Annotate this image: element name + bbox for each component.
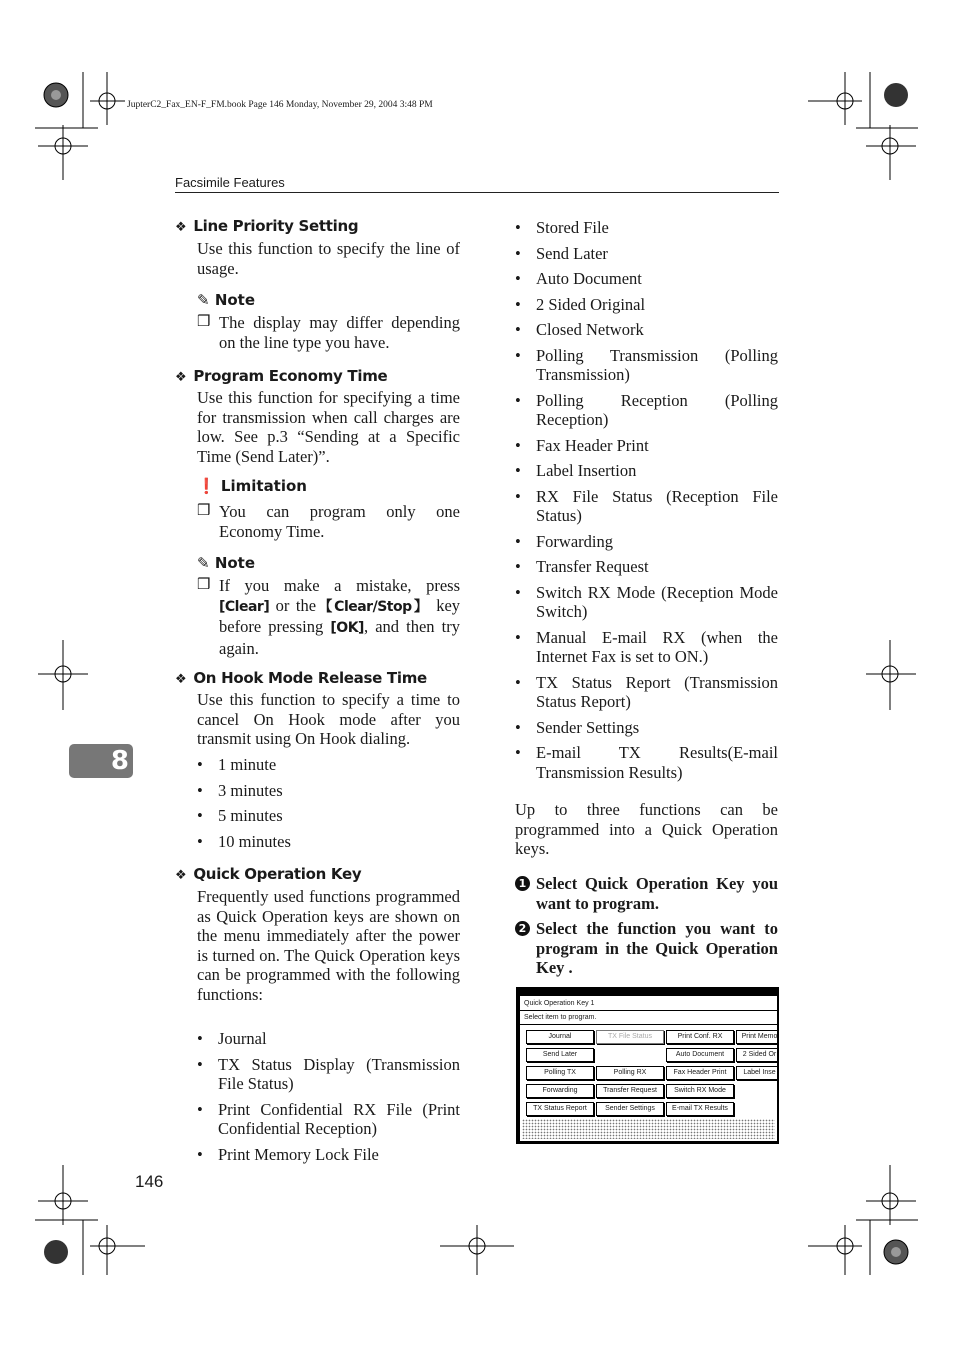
step-text: Select the function you want to program in the Quick Operation Key . [536,919,778,977]
limitation-label: Limitation [220,477,307,495]
divider [520,1010,777,1011]
status-area [522,1119,775,1139]
line-priority-body: Use this function to specify the line of usage. [197,239,460,278]
list-item: • Polling Transmission (Polling Transmission) [515,346,778,385]
step-1 [515,874,778,913]
note-text: key before pressing [219,595,461,636]
exclamation-icon: ❗ [197,477,216,495]
pencil-icon: ✎ [197,554,210,572]
function-list [515,218,778,782]
checkbox-bullet-icon: ❒ [197,314,211,330]
label-insertion-button[interactable]: Label Inse [736,1066,777,1080]
transfer-request-button[interactable]: Transfer Request [596,1084,664,1098]
on-hook-options [197,755,460,851]
tx-file-status-button[interactable]: TX File Status [596,1030,664,1044]
header-rule [175,192,779,193]
switch-rx-mode-button[interactable]: Switch RX Mode [666,1084,734,1098]
note-header [197,291,255,309]
list-item: • Forwarding [515,532,778,552]
fax-header-print-button[interactable]: Fax Header Print [666,1066,734,1080]
journal-button[interactable]: Journal [526,1030,594,1044]
list-item: • Print Memory Lock File [197,1145,460,1165]
list-item: • Manual E-mail RX (when the Internet Fax is set to ON.) [515,628,778,667]
clear-stop-key: 【Clear/Stop】 [316,598,430,615]
step-2 [515,919,778,978]
sender-settings-button[interactable]: Sender Settings [596,1102,664,1116]
list-item: • Send Later [515,244,778,264]
polling-rx-button[interactable]: Polling RX [596,1066,664,1080]
ok-key: [OK] [330,620,364,636]
list-item: • RX File Status (Reception File Status) [515,487,778,526]
heading-quick-key [175,865,361,883]
print-conf-rx-button[interactable]: Print Conf. RX [666,1030,734,1044]
list-item: • Fax Header Print [515,436,778,456]
note-item [197,576,460,658]
divider [520,1024,777,1025]
print-memo-button[interactable]: Print Memo [736,1030,777,1044]
page-number: 146 [135,1172,164,1191]
limitation-item [197,502,460,541]
checkbox-bullet-icon: ❒ [197,577,211,593]
polling-tx-button[interactable]: Polling TX [526,1066,594,1080]
step-number-icon: 2 [515,921,530,936]
heading-program-economy [175,367,387,385]
quick-key-functions [197,1029,460,1164]
list-item: • 3 minutes [197,781,460,801]
panel-title: Quick Operation Key 1 [524,1000,595,1007]
list-item: • E-mail TX Results(E-mail Transmission Results) [515,743,778,782]
list-item: • Sender Settings [515,718,778,738]
checkbox-bullet-icon: ❒ [197,503,211,519]
panel-display [520,996,777,1141]
list-item: • 2 Sided Original [515,295,778,315]
diamond-bullet-icon: ❖ [175,672,187,687]
diamond-bullet-icon: ❖ [175,220,187,235]
note-text: If you make a mistake, press [219,576,460,595]
list-item: • Transfer Request [515,557,778,577]
list-item: • 1 minute [197,755,460,775]
list-item: • Closed Network [515,320,778,340]
auto-document-button[interactable]: Auto Document [666,1048,734,1062]
2-sided-original-button[interactable]: 2 Sided Or [736,1048,777,1062]
program-economy-body: Use this function for specifying a time for transmission when call charges are low. See p.3 “Sending at a Specific Time (Send Later)”. [197,388,460,466]
heading-text: On Hook Mode Release Time [193,669,427,687]
note-text: , and then try again. [219,617,460,658]
heading-line-priority [175,217,358,235]
diamond-bullet-icon: ❖ [175,868,187,883]
forwarding-button[interactable]: Forwarding [526,1084,594,1098]
clear-key: [Clear] [219,598,270,615]
list-item: • 10 minutes [197,832,460,852]
heading-text: Quick Operation Key [193,865,362,883]
diamond-bullet-icon: ❖ [175,370,187,385]
heading-text: Program Economy Time [193,367,388,385]
limitation-header [197,477,307,495]
summary-text: Up to three functions can be programmed into a Quick Operation keys. [515,800,778,858]
list-item: • Auto Document [515,269,778,289]
list-item: • TX Status Display (Transmission File Status) [197,1055,460,1094]
note-text: The display may differ depending on the line type you have. [219,313,460,352]
list-item: • Stored File [515,218,778,238]
panel-subtitle: Select item to program. [524,1014,597,1021]
note-item [197,313,460,352]
file-meta: JupterC2_Fax_EN-F_FM.book Page 146 Monday, November 29, 2004 3:48 PM [127,100,433,110]
tx-status-report-button[interactable]: TX Status Report [526,1102,594,1116]
list-item: • Print Confidential RX File (Print Confidential Reception) [197,1100,460,1139]
step-text: Select Quick Operation Key you want to program. [536,874,778,913]
on-hook-body: Use this function to specify a time to cancel On Hook mode after you transmit using On Hook dialing. [197,690,460,748]
heading-text: Line Priority Setting [193,217,359,235]
note-header [197,554,255,572]
list-item: • TX Status Report (Transmission Status Report) [515,673,778,712]
limitation-text: You can program only one Economy Time. [219,502,460,541]
pencil-icon: ✎ [197,291,210,309]
section-title: Facsimile Features [175,175,285,190]
list-item: • 5 minutes [197,806,460,826]
email-tx-results-button[interactable]: E-mail TX Results [666,1102,734,1116]
send-later-button[interactable]: Send Later [526,1048,594,1062]
step-number-icon: 1 [515,876,530,891]
heading-on-hook [175,669,427,687]
list-item: • Label Insertion [515,461,778,481]
note-label: Note [214,554,256,572]
quick-key-body: Frequently used functions programmed as Quick Operation keys are shown on the menu immediately after the power is turned on. The Quick Operation keys can be programmed with the following functions: [197,887,460,1004]
note-text: or the [275,595,317,615]
panel-screenshot [516,987,779,1144]
chapter-tab: 8 [69,744,133,778]
note-label: Note [214,291,256,309]
list-item: • Polling Reception (Polling Reception) [515,391,778,430]
list-item: • Switch RX Mode (Reception Mode Switch) [515,583,778,622]
list-item: • Journal [197,1029,460,1049]
